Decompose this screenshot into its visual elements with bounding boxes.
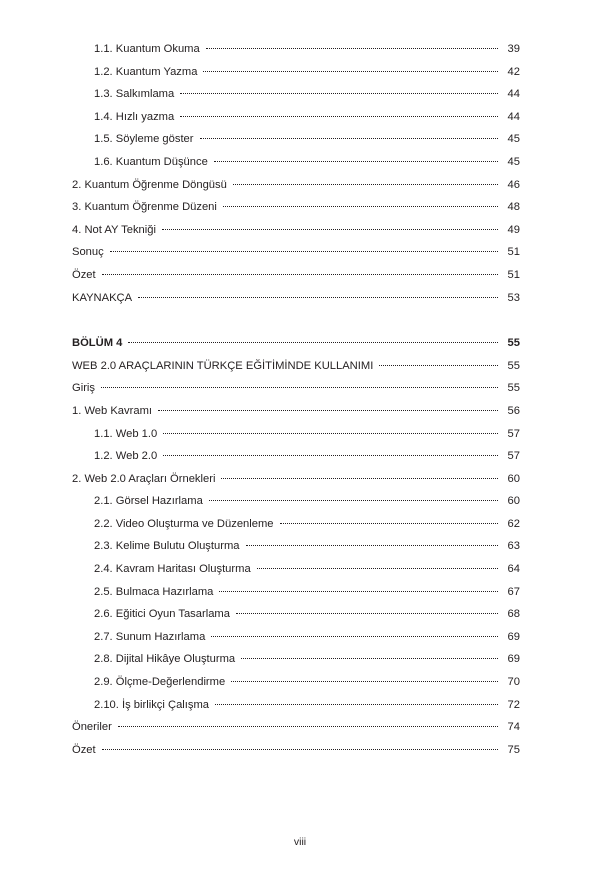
toc-entry-label: 2.7. Sunum Hazırlama xyxy=(94,630,206,643)
toc-entry-label: 2. Kuantum Öğrenme Döngüsü xyxy=(72,178,227,191)
toc-entry-page-number: 45 xyxy=(507,133,520,146)
toc-leader-dots xyxy=(158,409,498,411)
toc-leader-dots xyxy=(211,635,498,637)
toc-entry-label: 1.3. Salkımlama xyxy=(94,88,175,101)
toc-entry-page-number: 72 xyxy=(507,698,520,711)
toc-entry[interactable] xyxy=(72,293,520,304)
toc-entry[interactable] xyxy=(94,677,520,688)
toc-leader-dots xyxy=(257,567,498,569)
toc-entry[interactable] xyxy=(94,451,520,462)
toc-entry-label: 2.9. Ölçme-Değerlendirme xyxy=(94,676,226,689)
toc-entry[interactable] xyxy=(94,700,520,711)
toc-leader-dots xyxy=(200,137,499,139)
toc-leader-dots xyxy=(102,748,498,750)
toc-entry-label: 1. Web Kavramı xyxy=(72,404,153,417)
toc-entry[interactable] xyxy=(94,564,520,575)
toc-entry[interactable] xyxy=(94,67,520,78)
toc-entry-label: 2.4. Kavram Haritası Oluşturma xyxy=(94,563,251,576)
toc-entry-page-number: 57 xyxy=(507,450,520,463)
toc-entry-label: Giriş xyxy=(72,382,95,395)
toc-entry[interactable] xyxy=(72,270,520,281)
toc-leader-dots xyxy=(215,703,498,705)
section-spacer xyxy=(72,315,520,338)
toc-leader-dots xyxy=(162,228,498,230)
toc-entry-page-number: 39 xyxy=(507,43,520,55)
toc-entry-page-number: 57 xyxy=(507,427,520,440)
toc-entry-page-number: 55 xyxy=(507,337,520,350)
toc-entry[interactable] xyxy=(72,202,520,213)
toc-leader-dots xyxy=(233,183,498,185)
toc-entry-page-number: 62 xyxy=(507,517,520,530)
toc-entry-label: 4. Not AY Tekniği xyxy=(72,223,156,236)
toc-leader-dots xyxy=(219,590,498,592)
toc-entry-page-number: 75 xyxy=(507,743,520,756)
toc-entry[interactable] xyxy=(94,89,520,100)
toc-entry-label: 1.4. Hızlı yazma xyxy=(94,110,175,123)
toc-leader-dots xyxy=(223,205,498,207)
toc-entry-page-number: 60 xyxy=(507,495,520,508)
toc-leader-dots xyxy=(203,70,498,72)
toc-entry[interactable] xyxy=(72,383,520,394)
toc-entry-label: 1.2. Web 2.0 xyxy=(94,450,158,463)
toc-leader-dots xyxy=(163,454,498,456)
toc-leader-dots xyxy=(214,160,498,162)
toc-entry-label: Özet xyxy=(72,268,96,281)
toc-entry-label: Öneriler xyxy=(72,721,112,734)
toc-leader-dots xyxy=(206,47,498,49)
toc-entry-label: 3. Kuantum Öğrenme Düzeni xyxy=(72,201,217,214)
toc-entry-label: WEB 2.0 ARAÇLARININ TÜRKÇE EĞİTİMİNDE KULLANIMI xyxy=(72,359,374,372)
toc-entry-page-number: 48 xyxy=(507,201,520,214)
toc-entry[interactable] xyxy=(72,745,520,756)
toc-entry-label: Sonuç xyxy=(72,246,104,259)
toc-leader-dots xyxy=(102,273,498,275)
toc-leader-dots xyxy=(231,680,498,682)
toc-entry-page-number: 64 xyxy=(507,563,520,576)
toc-entry[interactable] xyxy=(94,134,520,145)
toc-entry[interactable] xyxy=(72,474,520,485)
toc-entry-page-number: 44 xyxy=(507,110,520,123)
toc-entry[interactable] xyxy=(94,44,520,55)
toc-entry-label: 1.1. Kuantum Okuma xyxy=(94,43,200,55)
toc-leader-dots xyxy=(221,477,498,479)
toc-leader-dots xyxy=(241,657,498,659)
toc-entry-page-number: 68 xyxy=(507,608,520,621)
toc-entry-page-number: 69 xyxy=(507,630,520,643)
toc-entry-page-number: 49 xyxy=(507,223,520,236)
toc-leader-dots xyxy=(163,432,498,434)
toc-entry-page-number: 67 xyxy=(507,585,520,598)
table-of-contents xyxy=(72,44,520,767)
toc-leader-dots xyxy=(138,296,498,298)
toc-entry[interactable] xyxy=(72,247,520,258)
toc-entry[interactable] xyxy=(94,157,520,168)
toc-entry-page-number: 70 xyxy=(507,676,520,689)
toc-entry[interactable] xyxy=(72,225,520,236)
toc-leader-dots xyxy=(180,115,498,117)
toc-leader-dots xyxy=(280,522,498,524)
toc-entry[interactable] xyxy=(94,609,520,620)
toc-entry[interactable] xyxy=(94,519,520,530)
toc-entry[interactable] xyxy=(94,112,520,123)
toc-leader-dots xyxy=(101,386,498,388)
toc-entry-label: 1.5. Söyleme göster xyxy=(94,133,194,146)
toc-entry-label: 2.5. Bulmaca Hazırlama xyxy=(94,585,214,598)
toc-leader-dots xyxy=(209,499,498,501)
toc-entry[interactable] xyxy=(72,180,520,191)
toc-entry-label: 2.3. Kelime Bulutu Oluşturma xyxy=(94,540,240,553)
toc-leader-dots xyxy=(118,725,498,727)
toc-leader-dots xyxy=(180,92,498,94)
toc-entry-label: 2.6. Eğitici Oyun Tasarlama xyxy=(94,608,230,621)
toc-entry[interactable] xyxy=(94,632,520,643)
toc-entry-label: 2.2. Video Oluşturma ve Düzenleme xyxy=(94,517,274,530)
toc-entry-page-number: 55 xyxy=(507,359,520,372)
toc-entry-label: BÖLÜM 4 xyxy=(72,337,123,350)
toc-entry[interactable] xyxy=(94,429,520,440)
toc-entry-page-number: 74 xyxy=(507,721,520,734)
toc-entry[interactable] xyxy=(94,654,520,665)
toc-entry-label: Özet xyxy=(72,743,96,756)
toc-leader-dots xyxy=(379,364,498,366)
toc-entry-page-number: 44 xyxy=(507,88,520,101)
toc-entry-label: 2.10. İş birlikçi Çalışma xyxy=(94,698,210,711)
toc-entry-page-number: 46 xyxy=(507,178,520,191)
toc-entry-page-number: 60 xyxy=(507,472,520,485)
toc-leader-dots xyxy=(236,612,498,614)
toc-entry-page-number: 56 xyxy=(507,404,520,417)
toc-entry-label: 1.2. Kuantum Yazma xyxy=(94,65,198,78)
toc-entry-label: 1.6. Kuantum Düşünce xyxy=(94,155,208,168)
toc-entry[interactable] xyxy=(94,541,520,552)
toc-entry[interactable] xyxy=(72,722,520,733)
toc-leader-dots xyxy=(128,341,498,343)
toc-entry[interactable] xyxy=(72,338,520,349)
toc-entry-page-number: 51 xyxy=(507,268,520,281)
toc-entry-page-number: 55 xyxy=(507,382,520,395)
page-number: viii xyxy=(293,836,307,848)
toc-entry-label: 2.8. Dijital Hikâye Oluşturma xyxy=(94,653,236,666)
toc-entry[interactable] xyxy=(94,587,520,598)
toc-entry[interactable] xyxy=(94,496,520,507)
toc-entry-page-number: 42 xyxy=(507,65,520,78)
toc-entry-label: 2.1. Görsel Hazırlama xyxy=(94,495,203,508)
toc-entry-page-number: 53 xyxy=(507,291,520,304)
toc-leader-dots xyxy=(110,250,498,252)
toc-entry-page-number: 51 xyxy=(507,246,520,259)
toc-leader-dots xyxy=(246,544,498,546)
toc-entry-label: 2. Web 2.0 Araçları Örnekleri xyxy=(72,472,216,485)
toc-entry-page-number: 45 xyxy=(507,155,520,168)
toc-entry-page-number: 63 xyxy=(507,540,520,553)
toc-entry-label: 1.1. Web 1.0 xyxy=(94,427,158,440)
toc-entry[interactable] xyxy=(72,361,520,372)
toc-entry-page-number: 69 xyxy=(507,653,520,666)
toc-entry[interactable] xyxy=(72,406,520,417)
toc-entry-label: KAYNAKÇA xyxy=(72,291,133,304)
